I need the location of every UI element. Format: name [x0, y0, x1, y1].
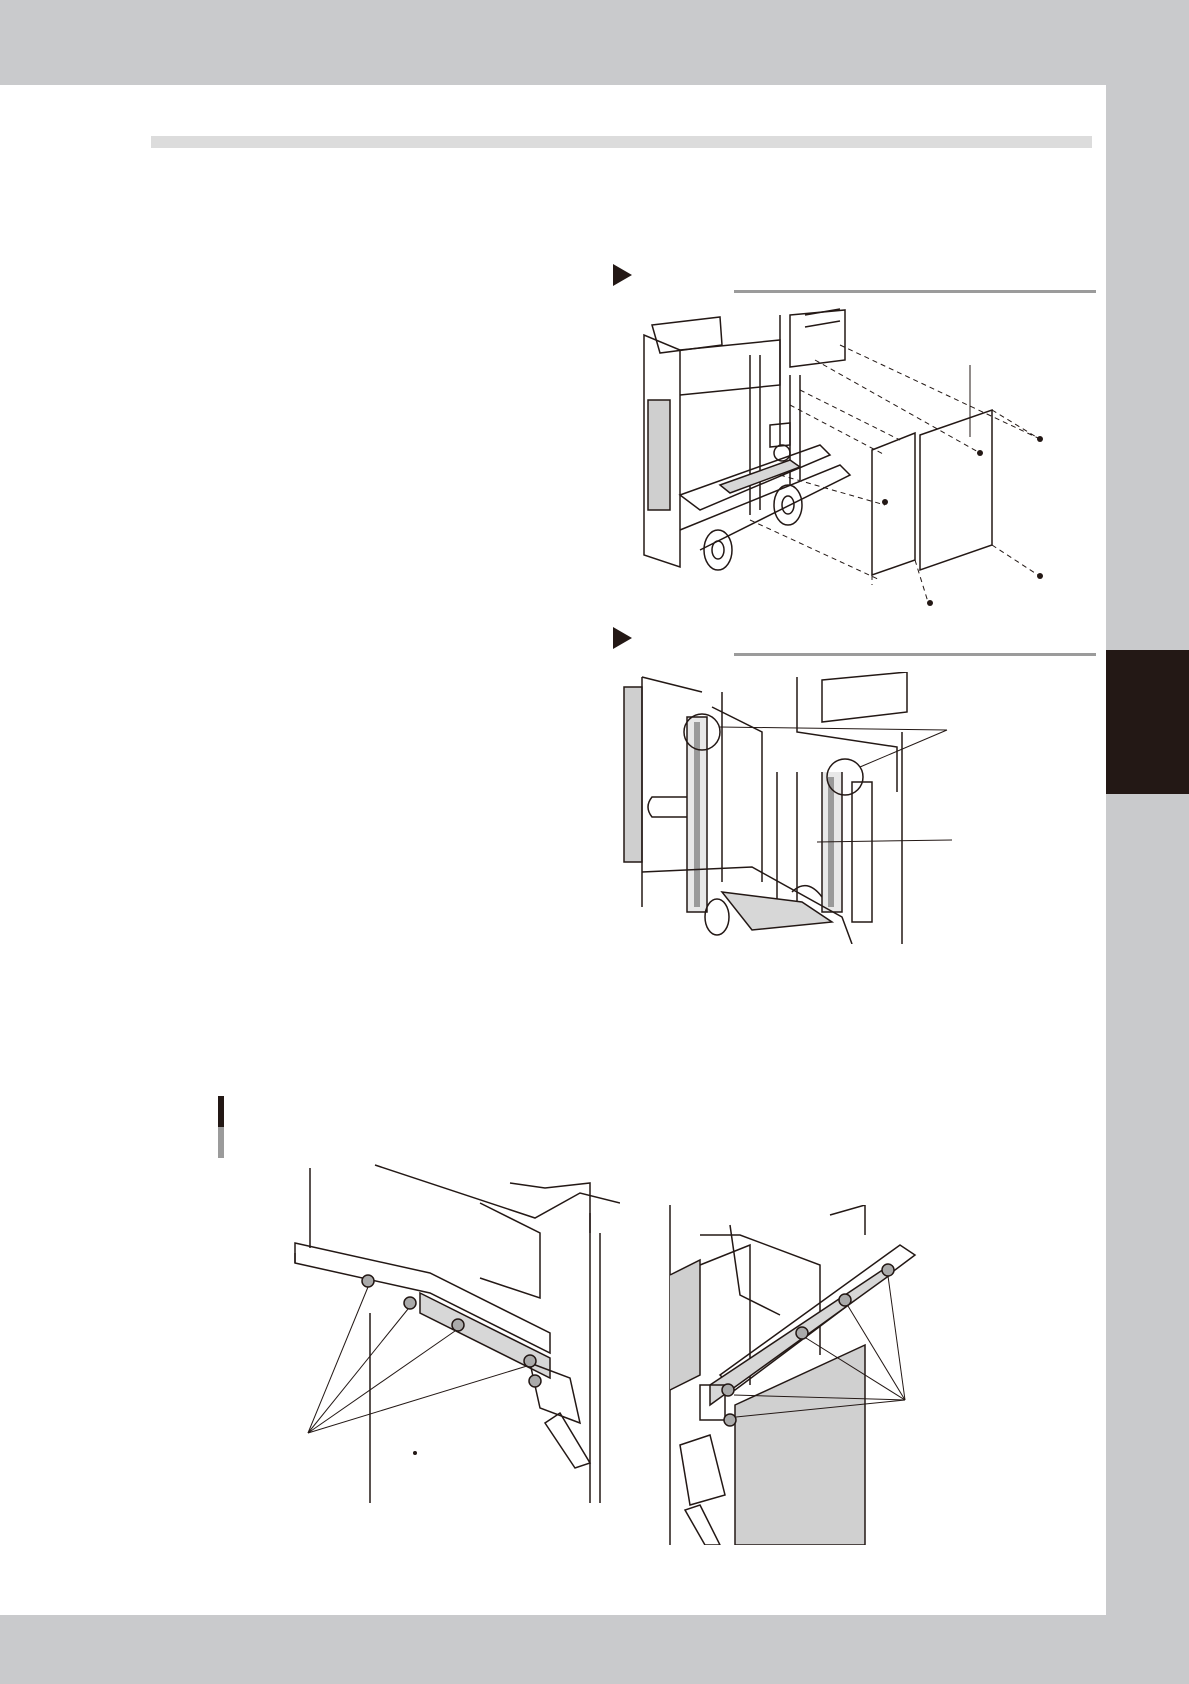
section-marker-dark — [218, 1096, 224, 1127]
internal-rail-illustration — [622, 672, 982, 944]
triangle-arrow-icon — [613, 627, 632, 649]
section-marker-light — [218, 1127, 224, 1158]
right-bracket-screws-illustration — [660, 1205, 930, 1545]
header-rule — [151, 136, 1092, 148]
chapter-tab[interactable] — [1106, 650, 1189, 794]
left-bracket-screws-illustration — [290, 1163, 620, 1503]
side-panel-removal-illustration — [640, 305, 1100, 610]
section-rule — [734, 290, 1096, 293]
section-rule — [734, 653, 1096, 656]
triangle-arrow-icon — [613, 264, 632, 286]
